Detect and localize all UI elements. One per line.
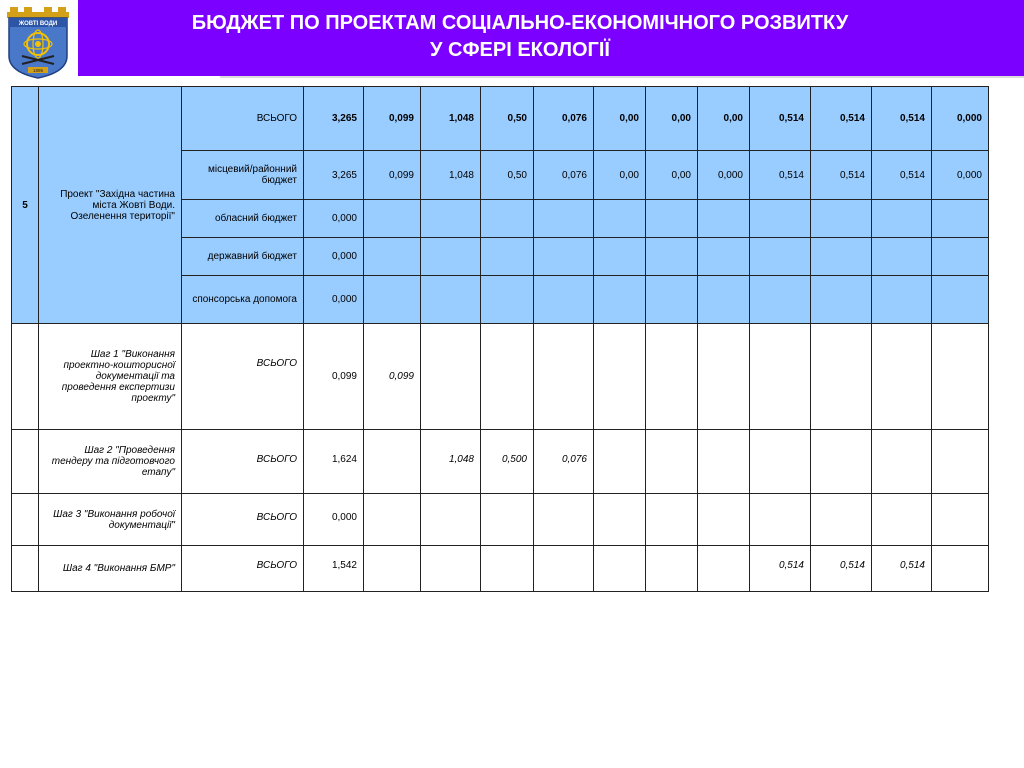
value-cell: 1,048	[421, 430, 481, 494]
project-name: Проект "Західна частина міста Жовті Води. Озеленення території"	[39, 87, 182, 324]
value-cell: 3,265	[304, 87, 364, 151]
step-name: Шаг 1 "Виконання проектно-кошторисної документації та проведення експертизи проекту"	[39, 324, 182, 430]
value-cell: 1,624	[304, 430, 364, 494]
value-cell: 0,099	[364, 324, 421, 430]
logo-container	[0, 0, 76, 86]
value-cell: 0,000	[304, 238, 364, 276]
row-label: ВСЬОГО	[182, 324, 304, 430]
title-line-1: БЮДЖЕТ ПО ПРОЕКТАМ СОЦІАЛЬНО-ЕКОНОМІЧНОГО РОЗВИТКУ	[191, 12, 849, 34]
row-label: ВСЬОГО	[182, 546, 304, 592]
step-row-4	[12, 546, 989, 592]
row-label: державний бюджет	[182, 238, 304, 276]
value-cell: 0,500	[481, 430, 534, 494]
value-cell: 0,000	[304, 494, 364, 546]
value-cell: 0,076	[534, 87, 594, 151]
value-cell: 0,00	[698, 87, 750, 151]
budget-table	[11, 86, 989, 592]
row-label: обласний бюджет	[182, 200, 304, 238]
value-cell: 0,000	[304, 276, 364, 324]
row-label: ВСЬОГО	[182, 430, 304, 494]
value-cell: 0,00	[646, 87, 698, 151]
value-cell: 0,514	[872, 151, 932, 200]
logo-year: 1895	[32, 68, 44, 73]
value-cell: 0,514	[750, 87, 811, 151]
value-cell: 3,265	[304, 151, 364, 200]
row-label: ВСЬОГО	[182, 87, 304, 151]
value-cell: 0,514	[811, 546, 872, 592]
value-cell: 0,50	[481, 151, 534, 200]
city-coat-of-arms-icon	[6, 6, 70, 80]
value-cell: 0,514	[811, 151, 872, 200]
value-cell: 0,00	[594, 151, 646, 200]
row-label: ВСЬОГО	[182, 494, 304, 546]
value-cell: 0,000	[698, 151, 750, 200]
value-cell: 0,514	[811, 87, 872, 151]
title-line-2: У СФЕРІ ЕКОЛОГІЇ	[430, 39, 610, 61]
value-cell: 0,000	[932, 87, 989, 151]
value-cell: 0,000	[932, 151, 989, 200]
value-cell: 0,099	[304, 324, 364, 430]
value-cell: 0,076	[534, 151, 594, 200]
header-divider	[220, 76, 1024, 78]
value-cell: 0,00	[646, 151, 698, 200]
value-cell: 0,514	[872, 546, 932, 592]
value-cell: 0,000	[304, 200, 364, 238]
project-row-total	[12, 87, 989, 151]
value-cell: 1,542	[304, 546, 364, 592]
row-label: спонсорська допомога	[182, 276, 304, 324]
value-cell: 0,076	[534, 430, 594, 494]
step-name: Шаг 2 "Проведення тендеру та підготовчого етапу"	[39, 430, 182, 494]
value-cell: 0,00	[594, 87, 646, 151]
value-cell: 1,048	[421, 87, 481, 151]
value-cell: 0,514	[872, 87, 932, 151]
row-label: місцевий/районний бюджет	[182, 151, 304, 200]
step-row-3	[12, 494, 989, 546]
step-row-2	[12, 430, 989, 494]
step-name: Шаг 3 "Виконання робочої документації"	[39, 494, 182, 546]
value-cell: 0,099	[364, 151, 421, 200]
logo-text: ЖОВТІ ВОДИ	[18, 21, 58, 27]
value-cell: 0,514	[750, 151, 811, 200]
value-cell: 0,099	[364, 87, 421, 151]
value-cell: 0,514	[750, 546, 811, 592]
page-title	[160, 10, 880, 64]
value-cell: 0,50	[481, 87, 534, 151]
step-row-1	[12, 324, 989, 430]
step-name: Шаг 4 "Виконання БМР"	[39, 546, 182, 592]
project-number: 5	[12, 87, 39, 324]
value-cell: 1,048	[421, 151, 481, 200]
